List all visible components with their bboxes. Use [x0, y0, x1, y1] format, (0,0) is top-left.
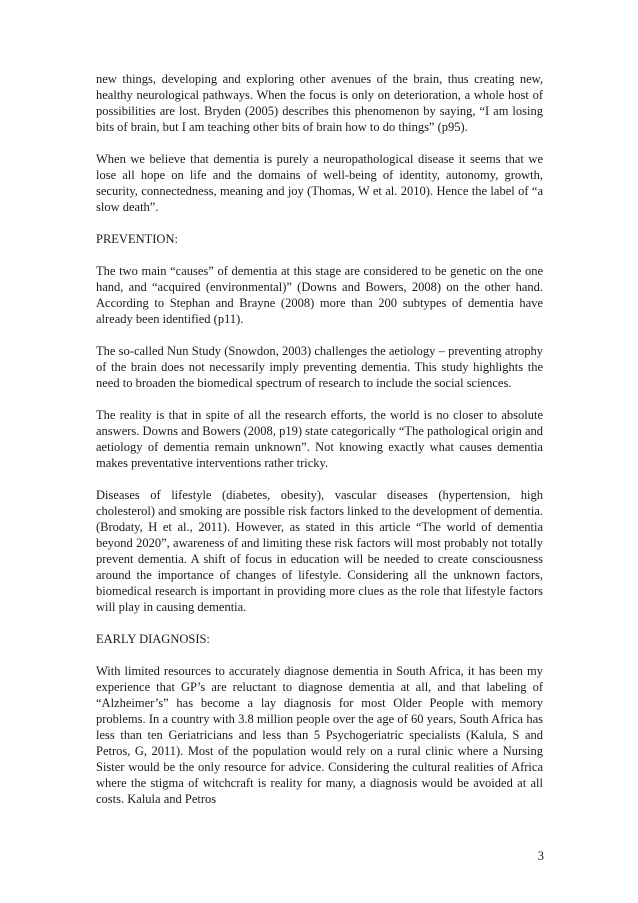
paragraph-neuropathological-belief: When we believe that dementia is purely a neuropathological disease it seems that we lose all hope on life and the domains of well-being of identity, autonomy, growth, security, connectedness, meaning and joy (Thomas, W et al. 2010). Hence the label of “a slow death”. — [96, 152, 543, 214]
paragraph-south-africa-diagnosis: With limited resources to accurately diagnose dementia in South Africa, it has been my experience that GP’s are reluctant to diagnose dementia at all, and that labeling of “Alzheimer’s” has become a lay diagnosis for most Older People with memory problems. In a country with 3.8 million people over the age of 60 years, South Africa has less than ten Geriatricians and less than 5 Psychogeriatric specialists (Kalula, S and Petros, G, 2011). Most of the population would rely on a rural clinic where a Nursing Sister would be the only resource for advice. Considering the cultural realities of Africa where the stigma of witchcraft is reality for many, a diagnosis would be avoided at all costs. Kalula and Petros — [96, 664, 543, 806]
paragraph-research-reality: The reality is that in spite of all the research efforts, the world is no closer to absolute answers. Downs and Bowers (2008, p19) state categorically “The pathological origin and aetiology of dementia remain unknown”. Not knowing exactly what causes dementia makes preventative interventions rather tricky. — [96, 408, 543, 470]
paragraph-causes: The two main “causes” of dementia at this stage are considered to be genetic on the one hand, and “acquired (environmental)” (Downs and Bowers, 2008) on the other hand. According to Stephan and Brayne (2008) more than 200 subtypes of dementia have already been identified (p11). — [96, 264, 543, 326]
section-heading-prevention: PREVENTION: — [96, 232, 178, 246]
section-heading-early-diagnosis: EARLY DIAGNOSIS: — [96, 632, 210, 646]
paragraph-nun-study: The so-called Nun Study (Snowdon, 2003) challenges the aetiology – preventing atrophy of the brain does not necessarily imply preventing dementia. This study highlights the need to broaden the biomedical spectrum of research to include the social sciences. — [96, 344, 543, 390]
body-text — [96, 71, 543, 823]
paragraph-brain-pathways: new things, developing and exploring other avenues of the brain, thus creating new, healthy neurological pathways. When the focus is only on deterioration, a whole host of possibilities are lost. Bryden (2005) describes this phenomenon by saying, “I am losing bits of brain, but I am teaching other bits of brain how to do things” (p95). — [96, 72, 543, 134]
page-number: 3 — [537, 849, 544, 863]
paragraph-lifestyle-risk: Diseases of lifestyle (diabetes, obesity), vascular diseases (hypertension, high cholesterol) and smoking are possible risk factors linked to the development of dementia. (Brodaty, H et al., 2011). However, as stated in this article “The world of dementia beyond 2020”, awareness of and limiting these risk factors will most probably not totally prevent dementia. A shift of focus in education will be needed to create consciousness around the importance of changes of lifestyle. Considering all the unknown factors, biomedical research is important in providing more clues as the role that lifestyle factors will play in causing dementia. — [96, 488, 543, 614]
